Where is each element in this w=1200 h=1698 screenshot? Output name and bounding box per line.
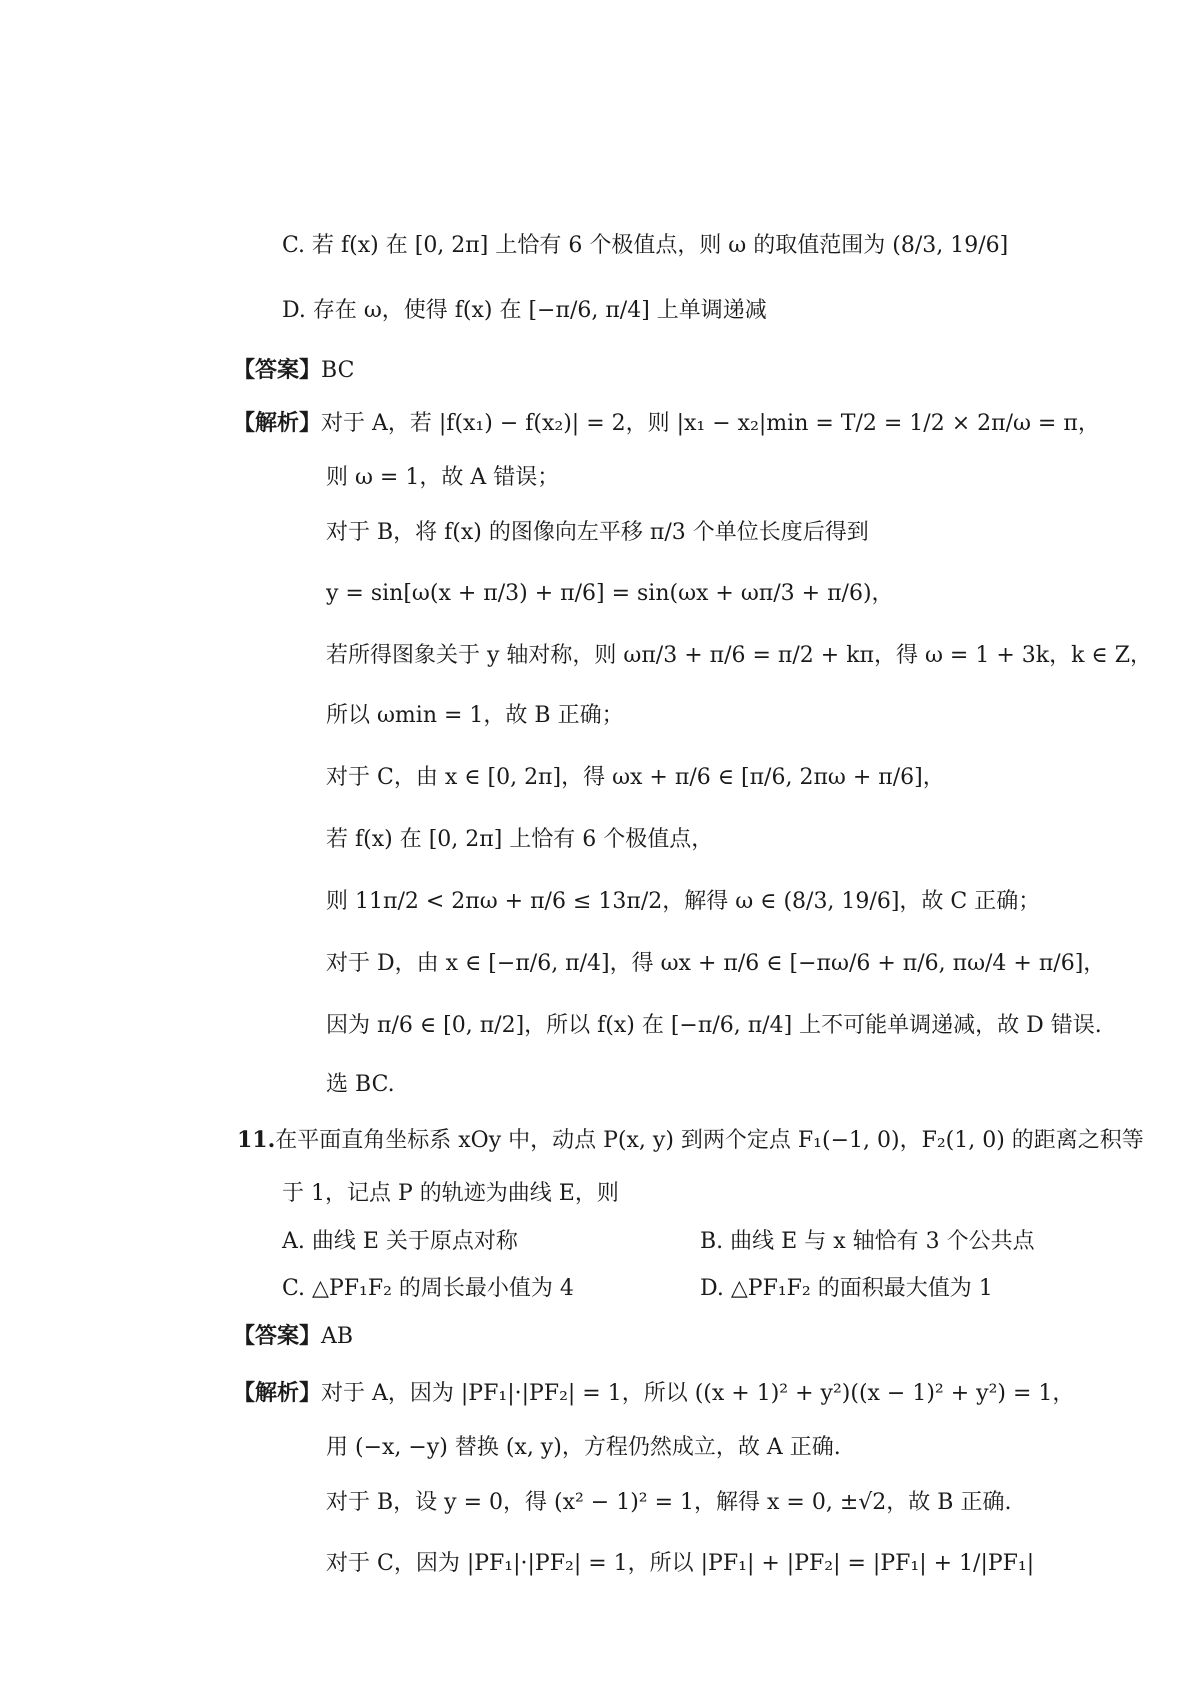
q11-stem-line-2: 于 1，记点 P 的轨迹为曲线 E，则	[282, 1181, 619, 1206]
q10-analysis-line-10: 对于 D，由 x ∈ [−π/6, π/4]，得 ωx + π/6 ∈ [−πω/6 + π/6, πω/4 + π/6]，	[326, 951, 1106, 976]
q11-option-a: A. 曲线 E 关于原点对称	[282, 1229, 518, 1254]
question-stem: 在平面直角坐标系 xOy 中，动点 P(x, y) 到两个定点 F₁(−1, 0)，F₂(1, 0) 的距离之积等	[275, 1128, 1144, 1153]
q11-option-b: B. 曲线 E 与 x 轴恰有 3 个公共点	[700, 1229, 1035, 1254]
q10-analysis-line-7: 对于 C，由 x ∈ [0, 2π]，得 ωx + π/6 ∈ [π/6, 2πω + π/6]，	[326, 765, 945, 790]
q10-answer	[233, 355, 354, 386]
q10-analysis-line-8: 若 f(x) 在 [0, 2π] 上恰有 6 个极值点，	[326, 827, 714, 852]
q11-option-d: D. △PF₁F₂ 的面积最大值为 1	[700, 1276, 993, 1301]
question-number: 11.	[237, 1127, 276, 1153]
q10-analysis-line-11: 因为 π/6 ∈ [0, π/2]，所以 f(x) 在 [−π/6, π/4] 上不可能单调递减，故 D 错误.	[326, 1013, 1102, 1038]
q11-answer	[233, 1321, 353, 1352]
answer-value: BC	[321, 358, 355, 383]
q11-analysis-line-2: 用 (−x, −y) 替换 (x, y)，方程仍然成立，故 A 正确.	[326, 1435, 841, 1460]
answer-tag: 【答案】	[233, 1323, 322, 1349]
q10-option-d: D. 存在 ω，使得 f(x) 在 [−π/6, π/4] 上单调递减	[282, 298, 767, 323]
q10-analysis-line-1	[233, 408, 1100, 439]
analysis-text: 对于 A，因为 |PF₁|·|PF₂| = 1，所以 ((x + 1)² + y²)((x − 1)² + y²) = 1，	[321, 1381, 1075, 1406]
q10-analysis-line-3: 对于 B，将 f(x) 的图像向左平移 π/3 个单位长度后得到	[326, 520, 869, 545]
analysis-text: 对于 A，若 |f(x₁) − f(x₂)| = 2，则 |x₁ − x₂|min = T/2 = 1/2 × 2π/ω = π，	[321, 411, 1100, 436]
q11-analysis-line-3: 对于 B，设 y = 0，得 (x² − 1)² = 1，解得 x = 0, ±√2，故 B 正确.	[326, 1490, 1012, 1515]
q10-option-c: C. 若 f(x) 在 [0, 2π] 上恰有 6 个极值点，则 ω 的取值范围为 (8/3, 19/6]	[282, 233, 1009, 258]
q10-analysis-line-4: y = sin[ω(x + π/3) + π/6] = sin(ωx + ωπ/3 + π/6)，	[326, 581, 894, 606]
q11-option-c: C. △PF₁F₂ 的周长最小值为 4	[282, 1276, 574, 1301]
q10-analysis-line-12: 选 BC.	[326, 1072, 395, 1097]
answer-tag: 【答案】	[233, 357, 322, 383]
q11-analysis-line-4: 对于 C，因为 |PF₁|·|PF₂| = 1，所以 |PF₁| + |PF₂| = |PF₁| + 1/|PF₁|	[326, 1551, 1035, 1576]
q11-analysis-line-1	[233, 1378, 1074, 1409]
analysis-tag: 【解析】	[233, 410, 322, 436]
q10-analysis-line-6: 所以 ωmin = 1，故 B 正确；	[326, 703, 624, 728]
analysis-tag: 【解析】	[233, 1380, 322, 1406]
answer-value: AB	[321, 1324, 354, 1349]
q10-analysis-line-5: 若所得图象关于 y 轴对称，则 ωπ/3 + π/6 = π/2 + kπ，得 ω = 1 + 3k，k ∈ Z，	[326, 643, 1152, 668]
q11-stem-line-1	[237, 1125, 1144, 1156]
q10-analysis-line-9: 则 11π/2 < 2πω + π/6 ≤ 13π/2，解得 ω ∈ (8/3, 19/6]，故 C 正确；	[326, 889, 1041, 914]
q10-analysis-line-2: 则 ω = 1，故 A 错误；	[326, 465, 560, 490]
